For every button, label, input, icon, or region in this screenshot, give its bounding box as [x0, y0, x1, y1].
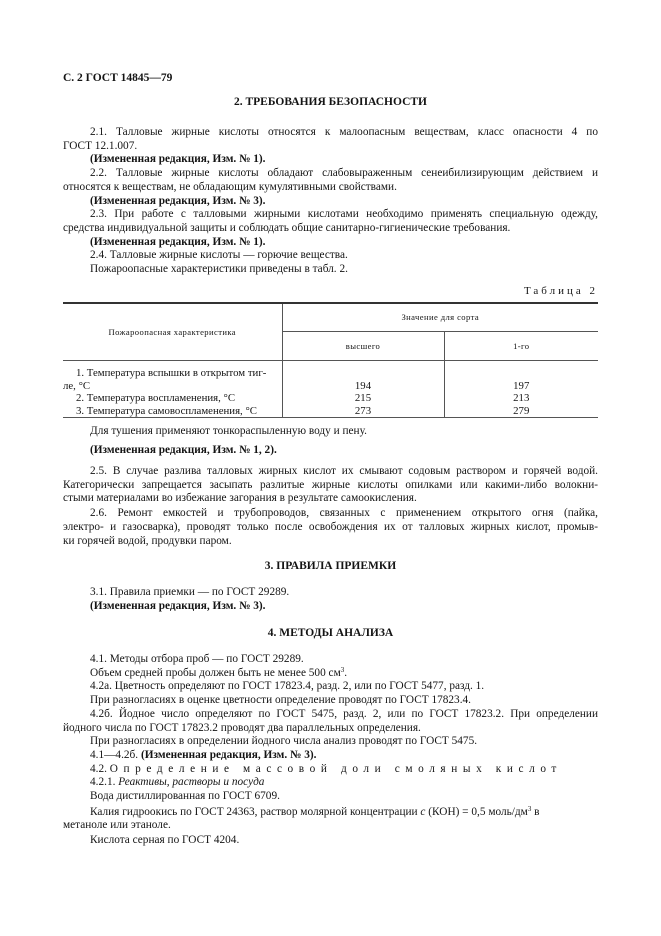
- para-2-1-line2: ГОСТ 12.1.007.: [63, 139, 138, 152]
- para-4-2a-b: При разногласиях в оценке цветности определение проводят по ГОСТ 17823.4.: [90, 694, 471, 707]
- fire-hazard-table: [63, 302, 598, 418]
- extinguishing-note: Для тушения применяют тонкораспыленную воду и пену.: [90, 425, 367, 437]
- para-koh-line1: Калия гидроокись по ГОСТ 24363, раствор молярной концентрации с (КОН) = 0,5 моль/$дм^3$ в: [90, 804, 540, 818]
- para-2-6-line2: электро- и газосварка), проводят только после освобождения их от талловых жирных кислот, промыв-: [63, 520, 598, 533]
- table-cell-name: 1. Температура вспышки в открытом тиг- ле, °С: [63, 367, 267, 392]
- section-4: [63, 627, 598, 641]
- table-row: [63, 392, 598, 405]
- section-4-title: 4. МЕТОДЫ АНАЛИЗА: [267, 627, 394, 639]
- para-2-5-line3: стыми материалами во избежание загорания в результате самоокисления.: [63, 492, 417, 505]
- table-cell-name: 3. Температура самовоспламенения, °С: [63, 405, 282, 418]
- para-koh-line2: метаноле или этаноле.: [63, 819, 171, 832]
- para-acid: Кислота серная по ГОСТ 4204.: [90, 834, 240, 847]
- edit-note-1: (Измененная редакция, Изм. № 1).: [90, 153, 266, 166]
- para-2-3-line2: средства индивидуальной защиты и соблюдать общие санитарно-гигиенические требования.: [63, 221, 511, 234]
- table-header-higher: высшего: [282, 332, 444, 361]
- para-4-2-1-heading: 4.2.1. Реактивы, растворы и посуда: [90, 776, 265, 789]
- section-3: [63, 560, 598, 574]
- edit-note-2: (Измененная редакция, Изм. № 3).: [90, 194, 266, 207]
- para-4-2b-line3: При разногласиях в определении йодного числа анализ проводят по ГОСТ 5475.: [90, 735, 478, 748]
- section-2-body: [63, 126, 598, 277]
- para-2-5-line1: 2.5. В случае разлива талловых жирных кислот их смывают содовым раствором и горячей водой.: [90, 465, 598, 477]
- para-2-2-line2: относятся к веществам, не обладающим кумулятивными свойствами.: [63, 180, 397, 193]
- edit-note-3: (Измененная редакция, Изм. № 1).: [90, 235, 266, 248]
- table-cell-higher: 194: [282, 361, 444, 393]
- section-3-title: 3. ПРАВИЛА ПРИЕМКИ: [264, 560, 397, 572]
- edit-note-5: (Измененная редакция, Изм. № 3).: [90, 599, 266, 612]
- after-table: [63, 425, 598, 439]
- para-3-1: 3.1. Правила приемки — по ГОСТ 29289.: [90, 586, 290, 598]
- section-2: [63, 96, 598, 110]
- para-4-1b: Объем средней пробы должен быть не менее 500 $см^3$.: [90, 665, 348, 679]
- section-2-title: 2. ТРЕБОВАНИЯ БЕЗОПАСНОСТИ: [233, 96, 428, 108]
- section-4-body: [63, 653, 598, 848]
- para-water: Вода дистиллированная по ГОСТ 6709.: [90, 790, 280, 803]
- para-2-6-line1: 2.6. Ремонт емкостей и трубопроводов, связанных с применением открытого огня (пайка,: [90, 507, 598, 520]
- table-row: [63, 405, 598, 418]
- after-table-edit: [63, 444, 598, 458]
- table-header-characteristic: Пожароопасная характеристика: [63, 303, 282, 361]
- para-2-5-line2: Категорически запрещается засыпать разлитые жирные кислоты опилками или какими-либо волокни-: [63, 478, 598, 491]
- table-cell-first: 279: [444, 405, 598, 418]
- para-2-2-line1: 2.2. Талловые жирные кислоты обладают слабовыраженным сенеибилизирующим действием и: [90, 167, 598, 180]
- para-2-4: 2.4. Талловые жирные кислоты — горючие вещества.: [90, 249, 348, 262]
- table-cell-higher: 273: [282, 405, 444, 418]
- table-caption: Таблица 2: [523, 285, 598, 297]
- edit-note-4: (Измененная редакция, Изм. № 1, 2).: [90, 444, 277, 456]
- para-2-3-line1: 2.3. При работе с талловыми жирными кислотами необходимо применять специальную одежду,: [90, 208, 598, 221]
- section-2-tail: [63, 465, 598, 548]
- para-4-1: 4.1. Методы отбора проб — по ГОСТ 29289.: [90, 653, 304, 665]
- table-cell-first: 213: [444, 392, 598, 405]
- table-header-value: Значение для сорта: [282, 303, 598, 332]
- table-cell-first: 197: [444, 361, 598, 393]
- para-4-2a: 4.2а. Цветность определяют по ГОСТ 17823.4, разд. 2, или по ГОСТ 5477, разд. 1.: [90, 680, 485, 693]
- running-header: С. 2 ГОСТ 14845—79: [63, 72, 173, 84]
- table-cell-name: 2. Температура воспламенения, °С: [76, 392, 236, 405]
- edit-note-6: 4.1—4.2б. (Измененная редакция, Изм. № 3).: [90, 748, 317, 761]
- para-4-2-heading: 4.2. Определение массовой доли смоляных кислот: [90, 762, 562, 775]
- para-2-1-line1: 2.1. Талловые жирные кислоты относятся к малоопасным веществам, класс опасности 4 по: [90, 126, 598, 138]
- table-header-first: 1-го: [444, 332, 598, 361]
- para-4-2b-line2: йодного числа по ГОСТ 17823.2 проводят два параллельных определения.: [63, 721, 421, 734]
- para-2-4b: Пожароопасные характеристики приведены в табл. 2.: [90, 263, 348, 276]
- para-4-2b-line1: 4.2б. Йодное число определяют по ГОСТ 5475, разд. 2, или по ГОСТ 17823.2. При определении: [90, 707, 598, 720]
- table-cell-higher: 215: [282, 392, 444, 405]
- section-3-body: [63, 586, 598, 613]
- para-2-6-line3: ки горячей водой, продувки паром.: [63, 534, 232, 547]
- table-row: [63, 361, 598, 393]
